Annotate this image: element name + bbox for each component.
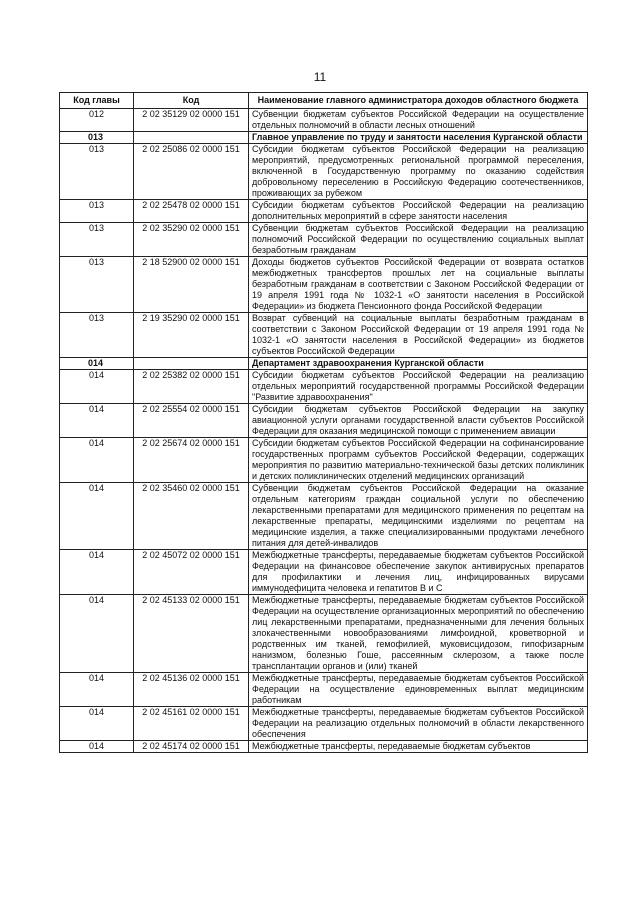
chapter-cell: 013 xyxy=(60,313,134,358)
code-cell: 2 19 35290 02 0000 151 xyxy=(134,313,249,358)
code-cell: 2 02 25554 02 0000 151 xyxy=(134,404,249,438)
chapter-cell: 013 xyxy=(60,223,134,257)
name-cell: Главное управление по труду и занятости населения Курганской области xyxy=(249,132,588,144)
name-cell: Субсидии бюджетам субъектов Российской Федерации на закупку авиационной услуги органами государственной власти субъектов Российской Федерации для оказания медицинской помощи с применением авиации xyxy=(249,404,588,438)
page-number: 11 xyxy=(313,70,327,84)
table-row xyxy=(60,483,588,550)
name-cell: Субсидии бюджетам субъектов Российской Федерации на софинансирование государственных программ субъектов Российской Федерации, содержащих мероприятия по развитию материально-технической базы детских поликлиник и детских поликлинических отделений медицинских организаций xyxy=(249,438,588,483)
chapter-cell: 014 xyxy=(60,707,134,741)
table-row xyxy=(60,707,588,741)
chapter-cell: 014 xyxy=(60,741,134,753)
chapter-cell: 014 xyxy=(60,370,134,404)
code-cell: 2 02 35460 02 0000 151 xyxy=(134,483,249,550)
table-header-row xyxy=(60,93,588,109)
table-row xyxy=(60,370,588,404)
code-cell: 2 02 25674 02 0000 151 xyxy=(134,438,249,483)
code-cell: 2 02 45136 02 0000 151 xyxy=(134,673,249,707)
code-cell: 2 02 25478 02 0000 151 xyxy=(134,200,249,223)
name-cell: Межбюджетные трансферты, передаваемые бюджетам субъектов Российской Федерации на реализацию отдельных полномочий в области лекарственного обеспечения xyxy=(249,707,588,741)
table-row xyxy=(60,673,588,707)
code-cell: 2 02 45133 02 0000 151 xyxy=(134,595,249,673)
table-row xyxy=(60,257,588,313)
chapter-cell: 014 xyxy=(60,404,134,438)
table-row xyxy=(60,109,588,132)
chapter-cell: 013 xyxy=(60,200,134,223)
table-row xyxy=(60,741,588,753)
revenue-admin-table xyxy=(59,92,588,753)
chapter-cell: 014 xyxy=(60,550,134,595)
table-row xyxy=(60,144,588,200)
table-row xyxy=(60,132,588,144)
table-row xyxy=(60,404,588,438)
chapter-cell: 014 xyxy=(60,673,134,707)
header-name: Наименование главного администратора доходов областного бюджета xyxy=(249,93,588,109)
chapter-cell: 012 xyxy=(60,109,134,132)
code-cell: 2 02 45174 02 0000 151 xyxy=(134,741,249,753)
code-cell xyxy=(134,358,249,370)
chapter-cell: 014 xyxy=(60,595,134,673)
header-code: Код xyxy=(134,93,249,109)
code-cell: 2 02 25086 02 0000 151 xyxy=(134,144,249,200)
name-cell: Субсидии бюджетам субъектов Российской Федерации на реализацию отдельных мероприятий государственной программы Российской Федерации "Развитие здравоохранения" xyxy=(249,370,588,404)
table-row xyxy=(60,550,588,595)
code-cell: 2 02 45072 02 0000 151 xyxy=(134,550,249,595)
code-cell: 2 18 52900 02 0000 151 xyxy=(134,257,249,313)
name-cell: Возврат субвенций на социальные выплаты безработным гражданам в соответствии с Законом Российской Федерации от 19 апреля 1991 года № 1032-1 «О занятости населения в Российской Федерации» из бюджетов субъектов Российской Федерации xyxy=(249,313,588,358)
table-row xyxy=(60,200,588,223)
name-cell: Межбюджетные трансферты, передаваемые бюджетам субъектов xyxy=(249,741,588,753)
table-row xyxy=(60,438,588,483)
header-chapter: Код главы xyxy=(60,93,134,109)
table-row xyxy=(60,223,588,257)
name-cell: Субсидии бюджетам субъектов Российской Федерации на реализацию мероприятий, предусмотренных региональной программой переселения, включенной в Государственную программу по оказанию содействия добровольному переселению в Российскую Федерацию соотечественников, проживающих за рубежом xyxy=(249,144,588,200)
name-cell: Департамент здравоохранения Курганской области xyxy=(249,358,588,370)
code-cell: 2 02 35290 02 0000 151 xyxy=(134,223,249,257)
chapter-cell: 013 xyxy=(60,257,134,313)
name-cell: Межбюджетные трансферты, передаваемые бюджетам субъектов Российской Федерации на осуществление организационных мероприятий по обеспечению лиц лекарственными препаратами, предназначенными для лечения больных злокачественными новообразованиями лимфоидной, кроветворной и родственных им тканей, гемофилией, муковисцидозом, гипофизарным нанизмом, болезнью Гоше, рассеянным склерозом, а также после трансплантации органов и (или) тканей xyxy=(249,595,588,673)
code-cell: 2 02 35129 02 0000 151 xyxy=(134,109,249,132)
table-row xyxy=(60,595,588,673)
code-cell xyxy=(134,132,249,144)
chapter-cell: 014 xyxy=(60,438,134,483)
name-cell: Субвенции бюджетам субъектов Российской Федерации на оказание отдельным категориям граждан социальной услуги по обеспечению лекарственными препаратами для медицинского применения по рецептам на лекарственные препараты, медицинскими изделиями по рецептам на медицинские изделия, а также специализированными продуктами лечебного питания для детей-инвалидов xyxy=(249,483,588,550)
table-row xyxy=(60,313,588,358)
chapter-cell: 013 xyxy=(60,132,134,144)
name-cell: Доходы бюджетов субъектов Российской Федерации от возврата остатков межбюджетных трансфертов прошлых лет на социальные выплаты безработным гражданам в соответствии с Законом Российской Федерации от 19 апреля 1991 года № 1032-1 «О занятости населения в Российской Федерации» из бюджета Пенсионного фонда Российской Федерации xyxy=(249,257,588,313)
chapter-cell: 014 xyxy=(60,358,134,370)
name-cell: Субвенции бюджетам субъектов Российской Федерации на реализацию полномочий Российской Федерации по осуществлению социальных выплат безработным гражданам xyxy=(249,223,588,257)
chapter-cell: 014 xyxy=(60,483,134,550)
name-cell: Межбюджетные трансферты, передаваемые бюджетам субъектов Российской Федерации на осуществление единовременных выплат медицинским работникам xyxy=(249,673,588,707)
name-cell: Субвенции бюджетам субъектов Российской Федерации на осуществление отдельных полномочий в области лесных отношений xyxy=(249,109,588,132)
name-cell: Субсидии бюджетам субъектов Российской Федерации на реализацию дополнительных мероприятий в сфере занятости населения xyxy=(249,200,588,223)
code-cell: 2 02 25382 02 0000 151 xyxy=(134,370,249,404)
table-row xyxy=(60,358,588,370)
chapter-cell: 013 xyxy=(60,144,134,200)
code-cell: 2 02 45161 02 0000 151 xyxy=(134,707,249,741)
name-cell: Межбюджетные трансферты, передаваемые бюджетам субъектов Российской Федерации на финансовое обеспечение закупок антивирусных препаратов для профилактики и лечения лиц, инфицированных вирусами иммунодефицита человека и гепатитов В и С xyxy=(249,550,588,595)
